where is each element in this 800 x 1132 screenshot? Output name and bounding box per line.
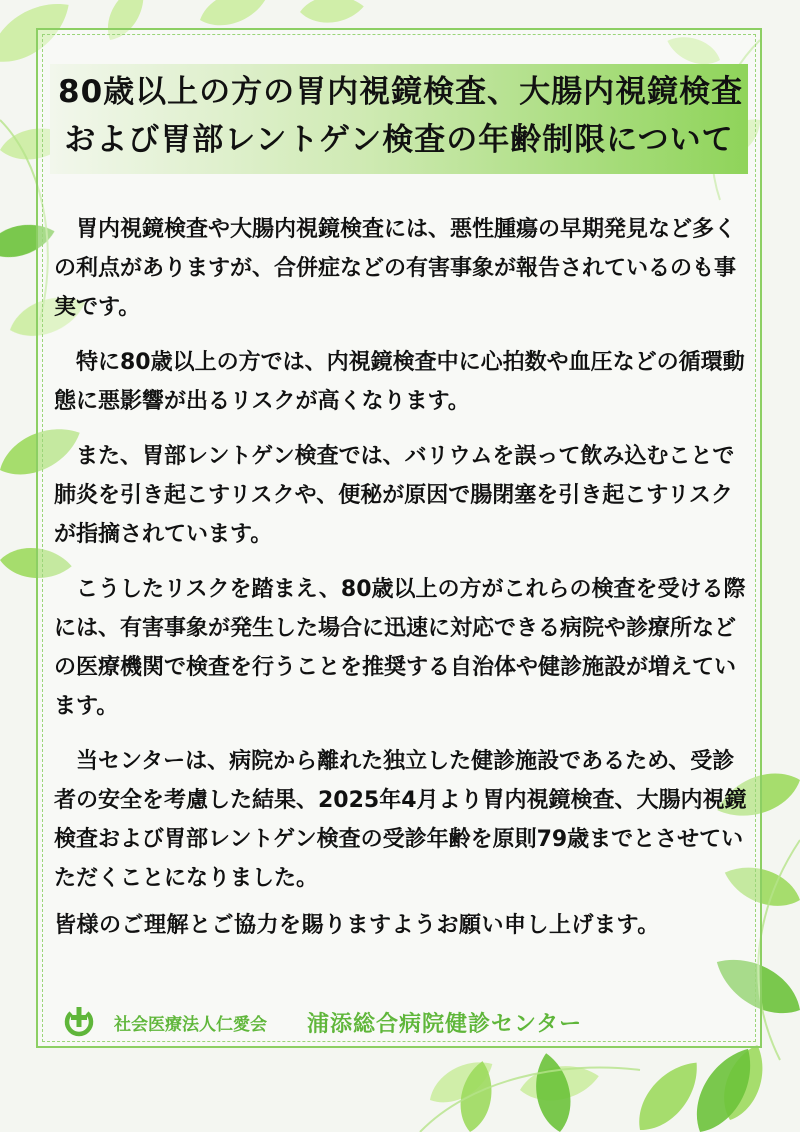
paragraph-4: こうしたリスクを踏まえ、80歳以上の方がこれらの検査を受ける際には、有害事象が発生した場合に迅速に対応できる病院や診療所などの医療機関で検査を行うことを推奨する自治体や健診施設が増えています。 bbox=[54, 577, 746, 719]
footer bbox=[62, 1000, 742, 1044]
paragraph-1: 胃内視鏡検査や大腸内視鏡検査には、悪性腫瘍の早期発見など多くの利点がありますが、合併症などの有害事象が報告されているのも事実です。 bbox=[54, 217, 737, 320]
paragraph-2: 特に80歳以上の方では、内視鏡検査中に心拍数や血圧などの循環動態に悪影響が出るリスクが高くなります。 bbox=[54, 350, 745, 414]
organization-name: 社会医療法人仁愛会 bbox=[114, 1014, 267, 1035]
paragraph-5: 当センターは、病院から離れた独立した健診施設であるため、受診者の安全を考慮した結果、2025年4月より胃内視鏡検査、大腸内視鏡検査および胃部レントゲン検査の受診年齢を原則79歳までとさせていただくことになりました。 bbox=[54, 749, 747, 891]
closing-message: 皆様のご理解とご協力を賜りますようお願い申し上げます。 bbox=[54, 913, 660, 938]
center-name: 浦添総合病院健診センター bbox=[307, 1011, 583, 1037]
title-line-2: および胃部レントゲン検査の年齢制限について bbox=[64, 122, 734, 158]
title-line-1: 80歳以上の方の胃内視鏡検査、大腸内視鏡検査 bbox=[58, 74, 744, 110]
cross-circle-logo-icon bbox=[62, 1005, 96, 1039]
title-banner bbox=[50, 64, 748, 174]
paragraph-3: また、胃部レントゲン検査では、バリウムを誤って飲み込むことで肺炎を引き起こすリスクや、便秘が原因で腸閉塞を引き起こすリスクが指摘されています。 bbox=[54, 444, 735, 547]
notice-body bbox=[54, 210, 754, 945]
